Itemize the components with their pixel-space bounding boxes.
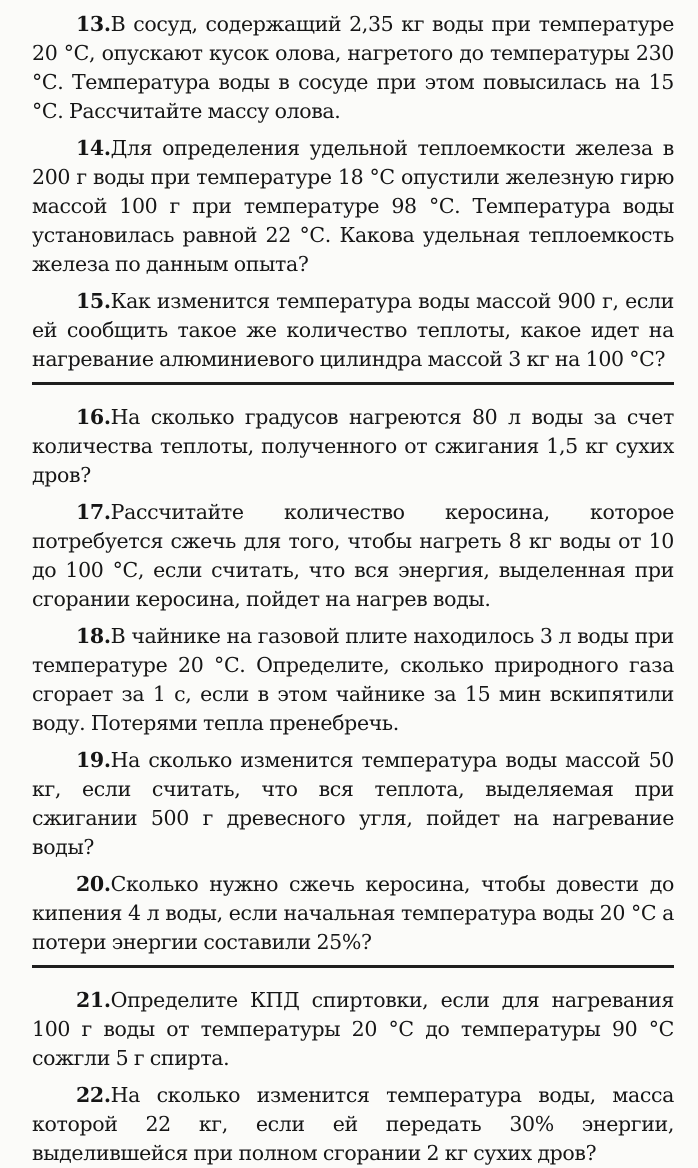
problem-number: 19.: [76, 748, 111, 772]
problem-text: Для определения удельной теплоемкости железа в 200 г воды при температуре 18 °С опустили железную гирю массой 100 г при температуре 98 °С. Температура воды установилась равной 22 °С. Какова удельная теплоемкость железа по данным опыта?: [32, 136, 674, 276]
problem-18: [32, 622, 674, 738]
problem-text: Определите КПД спиртовки, если для нагревания 100 г воды от температуры 20 °С до температуры 90 °С сожгли 5 г спирта.: [32, 988, 674, 1070]
problem-text: В сосуд, содержащий 2,35 кг воды при температуре 20 °С, опускают кусок олова, нагретого до температуры 230 °С. Температура воды в сосуде при этом повысилась на 15 °С. Рассчитайте массу олова.: [32, 12, 674, 123]
problem-number: 14.: [76, 136, 111, 160]
problem-14: [32, 134, 674, 279]
problem-22: [32, 1081, 674, 1168]
problem-16: [32, 403, 674, 490]
problem-number: 13.: [76, 12, 111, 36]
section-divider: [32, 965, 674, 968]
problem-number: 22.: [76, 1083, 111, 1107]
problem-20: [32, 870, 674, 957]
problem-text: На сколько изменится температура воды массой 50 кг, если считать, что вся теплота, выделяемая при сжигании 500 г древесного угля, пойдет на нагревание воды?: [32, 748, 674, 859]
problem-number: 17.: [76, 500, 111, 524]
problem-number: 15.: [76, 289, 111, 313]
problem-17: [32, 498, 674, 614]
problem-21: [32, 986, 674, 1073]
problem-19: [32, 746, 674, 862]
problem-15: [32, 287, 674, 374]
section-divider: [32, 382, 674, 385]
problem-number: 16.: [76, 405, 111, 429]
problem-text: Сколько нужно сжечь керосина, чтобы довести до кипения 4 л воды, если начальная температура воды 20 °С а потери энергии составили 25%?: [32, 872, 674, 954]
problem-number: 21.: [76, 988, 111, 1012]
problem-text: Как изменится температура воды массой 900 г, если ей сообщить такое же количество теплоты, какое идет на нагревание алюминиевого цилиндра массой 3 кг на 100 °С?: [32, 289, 674, 371]
problem-number: 18.: [76, 624, 111, 648]
problem-text: Рассчитайте количество керосина, которое потребуется сжечь для того, чтобы нагреть 8 кг воды от 10 до 100 °С, если считать, что вся энергия, выделенная при сгорании керосина, пойдет на нагрев воды.: [32, 500, 674, 611]
problem-13: [32, 10, 674, 126]
problem-text: На сколько градусов нагреются 80 л воды за счет количества теплоты, полученного от сжигания 1,5 кг сухих дров?: [32, 405, 674, 487]
problem-text: В чайнике на газовой плите находилось 3 л воды при температуре 20 °С. Определите, сколько природного газа сгорает за 1 с, если в этом чайнике за 15 мин вскипятили воду. Потерями тепла пренебречь.: [32, 624, 674, 735]
problem-text: На сколько изменится температура воды, масса которой 22 кг, если ей передать 30% энергии, выделившейся при полном сгорании 2 кг сухих дров?: [32, 1083, 674, 1165]
problem-number: 20.: [76, 872, 111, 896]
